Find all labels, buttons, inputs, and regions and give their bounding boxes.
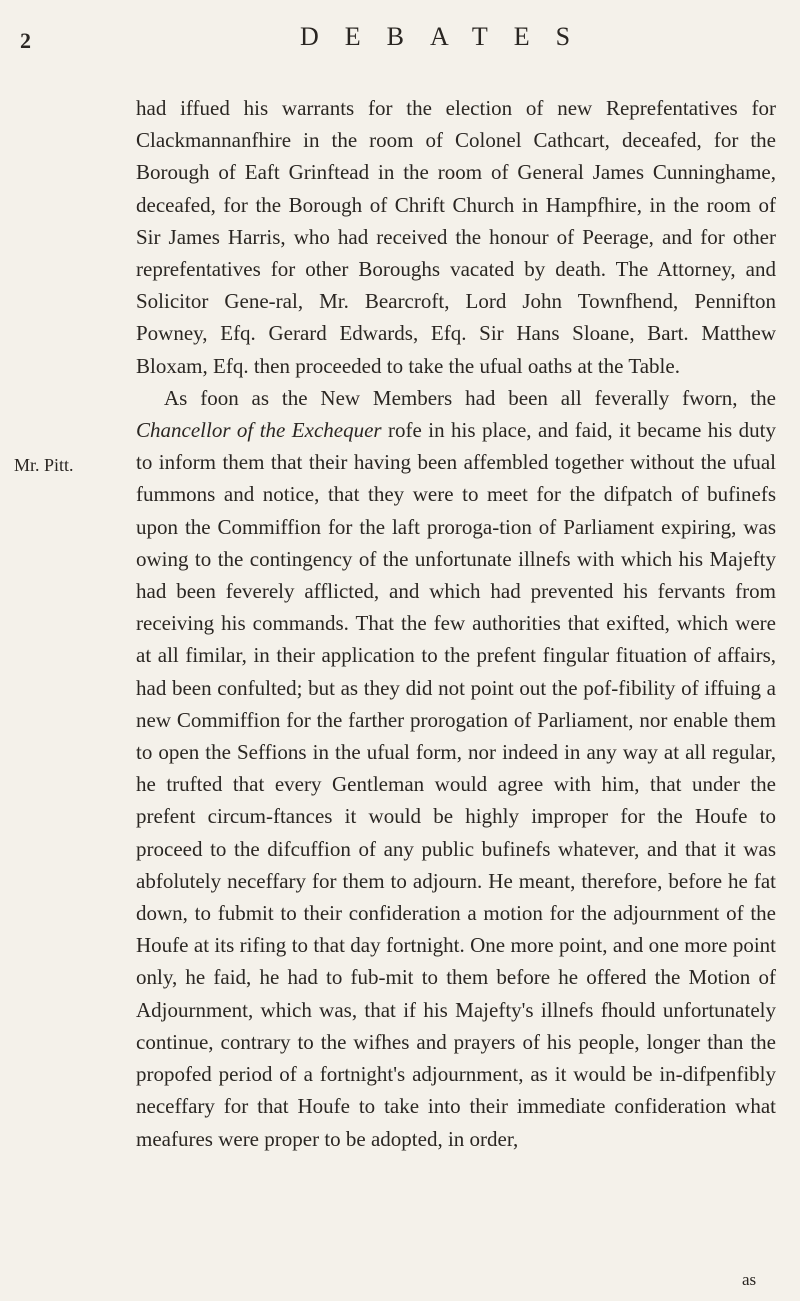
- paragraph-2: [136, 382, 776, 1155]
- running-title: DEBATES: [300, 22, 597, 51]
- speaker-title: Chancellor of the Exchequer: [136, 418, 382, 443]
- catchword: as: [742, 1270, 757, 1289]
- margin-speaker-note: Mr. Pitt.: [14, 455, 74, 475]
- paragraph-1: had iffued his warrants for the election of new Reprefentatives for Clackmannanfhire in the room of Colonel Cathcart, deceafed, for the Borough of Eaft Grinftead in the room of General James Cunninghame, deceafed, for the Borough of Chrift Church in Hampfhire, in the room of Sir James Harris, who had received the honour of Peerage, and for other reprefentatives for other Boroughs vacated by death. The Attorney, and Solicitor Gene-ral, Mr. Bearcroft, Lord John Townfhend, Pennifton Powney, Efq. Gerard Edwards, Efq. Sir Hans Sloane, Bart. Matthew Bloxam, Efq. then proceeded to take the ufual oaths at the Table.: [136, 96, 776, 378]
- paragraph-2-lead: As foon as the New Members had been all feverally fworn, the: [164, 385, 776, 410]
- body-text: [136, 92, 776, 1155]
- paragraph-2-rest: rofe in his place, and faid, it became his duty to inform them that their having been affembled together without the ufual fummons and notice, that they were to meet for the difpatch of bufinefs upon the Commiffion for the laft proroga-tion of Parliament expiring, was owing to the contingency of the unfortunate illnefs with which his Majefty had been feverely afflicted, and which had prevented his fervants from receiving his commands. That the few authorities that exifted, which were at all fimilar, in their application to the prefent fingular fituation of affairs, had been confulted; but as they did not point out the pof-fibility of iffuing a new Commiffion for the farther prorogation of Parliament, nor enable them to open the Seffions in the ufual form, nor indeed in any way at all regular, he trufted that every Gentleman would agree with him, that under the prefent circum-ftances it would be highly improper for the Houfe to proceed to the difcuffion of any public bufinefs whatever, and that it was abfolutely neceffary for them to adjourn. He meant, therefore, before he fat down, to fubmit to their confideration a motion for the adjournment of the Houfe at its rifing to that day fortnight. One more point, and one more point only, he faid, he had to fub-mit to them before he offered the Motion of Adjournment, which was, that if his Majefty's illnefs fhould unfortunately continue, contrary to the wifhes and prayers of his people, longer than the propofed period of a fortnight's adjournment, as it would be in-difpenfibly neceffary for that Houfe to take into their immediate confideration what meafures were proper to be adopted, in order,: [136, 418, 776, 1151]
- page-number: 2: [20, 28, 31, 53]
